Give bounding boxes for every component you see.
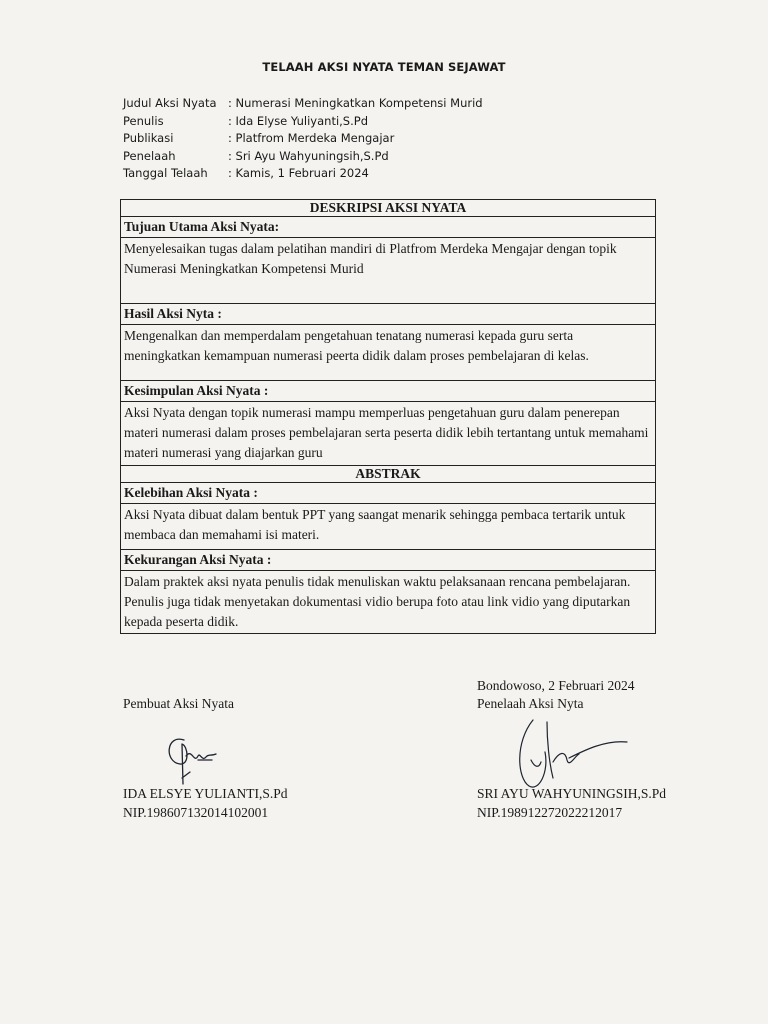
meta-label: Judul Aksi Nyata <box>123 96 217 110</box>
meta-value: : Numerasi Meningkatkan Kompetensi Murid <box>228 96 483 110</box>
meta-value: : Kamis, 1 Februari 2024 <box>228 166 369 180</box>
meta-label: Tanggal Telaah <box>123 166 208 180</box>
meta-label: Penelaah <box>123 148 176 163</box>
meta-label: Publikasi <box>123 131 174 145</box>
meta-value: : Platfrom Merdeka Mengajar <box>228 131 395 145</box>
place-date: Bondowoso, 2 Februari 2024 <box>477 678 635 693</box>
right-signer-nip: NIP.198912272022212017 <box>477 805 623 820</box>
left-signer-nip: NIP.198607132014102001 <box>123 805 269 820</box>
left-signer-role: Pembuat Aksi Nyata <box>123 696 234 711</box>
heading-deskripsi: DESKRIPSI AKSI NYATA <box>121 200 655 217</box>
tujuan-label: Tujuan Utama Aksi Nyata: <box>121 217 655 238</box>
tujuan-text: Menyelesaikan tugas dalam pelatihan mandiri di Platfrom Merdeka Mengajar dengan topik Numerasi Meningkatkan Kompetensi Murid <box>121 238 655 304</box>
kekurangan-label: Kekurangan Aksi Nyata : <box>121 550 655 571</box>
kelebihan-label: Kelebihan Aksi Nyata : <box>121 483 655 504</box>
left-signer-name: IDA ELSYE YULIANTI,S.Pd <box>123 786 288 801</box>
heading-abstrak: ABSTRAK <box>121 466 655 483</box>
meta-label: Penulis <box>123 113 164 128</box>
document-title: TELAAH AKSI NYATA TEMAN SEJAWAT <box>262 60 506 74</box>
right-signer-role: Penelaah Aksi Nyta <box>477 696 584 711</box>
kesimpulan-text: Aksi Nyata dengan topik numerasi mampu memperluas pengetahuan guru dalam penerepan materi numerasi dalam proses pembelajaran serta peserta didik lebih tertantang untuk memahami materi numerasi yang diajarkan guru <box>121 402 655 466</box>
kelebihan-text: Aksi Nyata dibuat dalam bentuk PPT yang saangat menarik sehingga pembaca tertarik untuk membaca dan memahami isi materi. <box>121 504 655 550</box>
kesimpulan-label: Kesimpulan Aksi Nyata : <box>121 381 655 402</box>
meta-value: : Sri Ayu Wahyuningsih,S.Pd <box>228 148 389 163</box>
hasil-label: Hasil Aksi Nyta : <box>121 304 655 325</box>
right-signer-name: SRI AYU WAHYUNINGSIH,S.Pd <box>477 786 667 801</box>
meta-value: : Ida Elyse Yuliyanti,S.Pd <box>228 113 368 128</box>
left-signature-icon <box>152 720 227 790</box>
kekurangan-text: Dalam praktek aksi nyata penulis tidak menuliskan waktu pelaksanaan rencana pembelajaran. Penulis juga tidak menyetakan dokumentasi vidio berupa foto atau link vidio yang diputarkan kepada peserta didik. <box>124 574 631 629</box>
hasil-text: Mengenalkan dan memperdalam pengetahuan tenatang numerasi kepada guru serta meningkatkan kemampuan numerasi peerta didik dalam proses pembelajaran di kelas. <box>121 325 655 381</box>
